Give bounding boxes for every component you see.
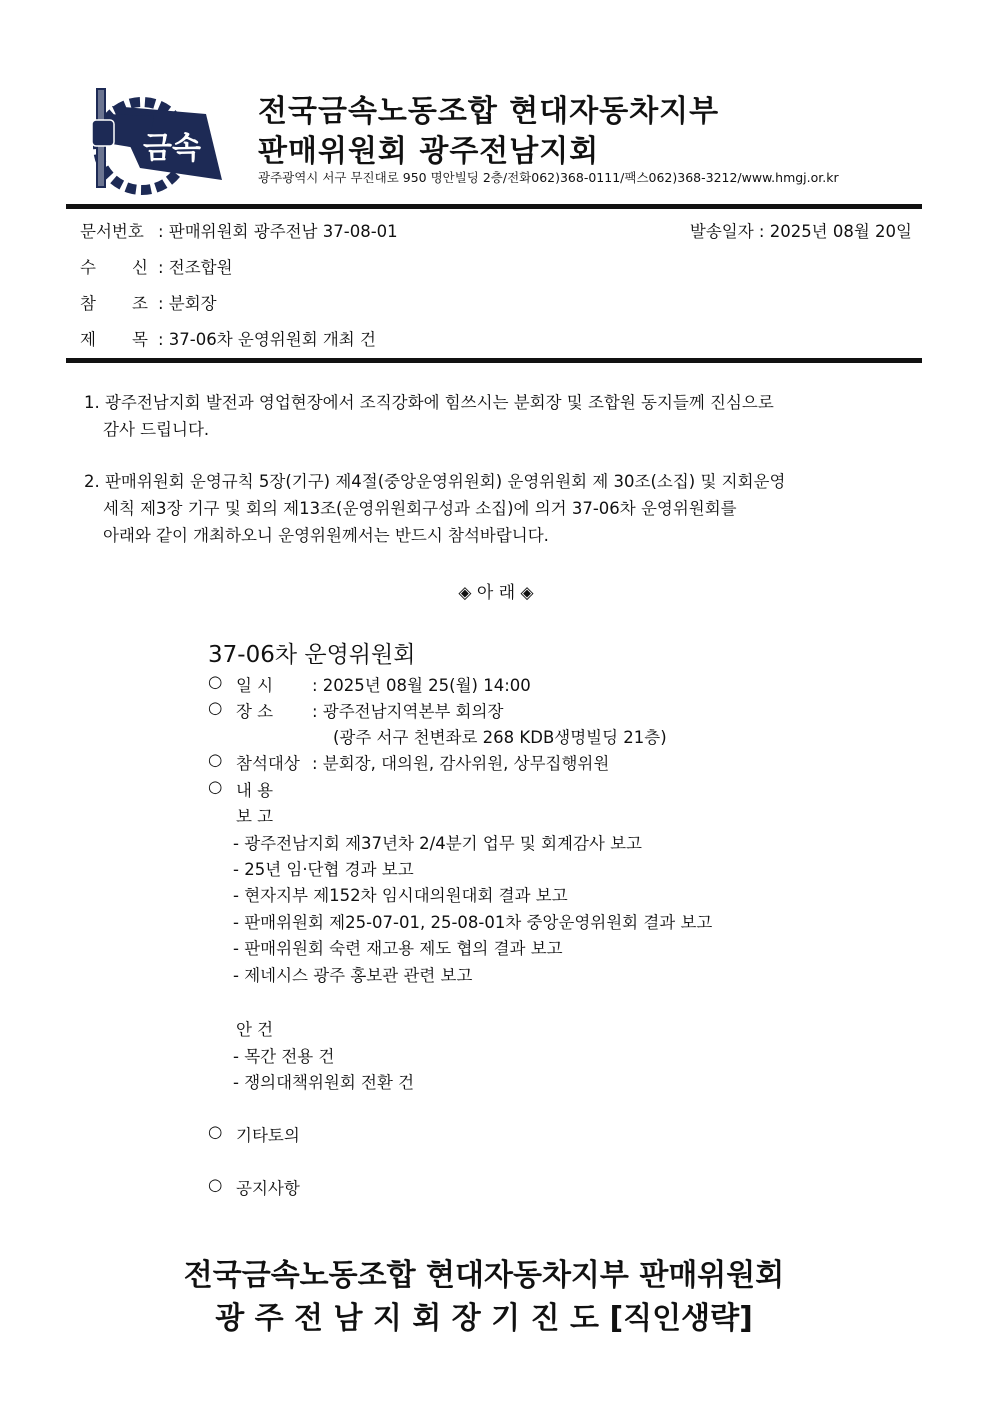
report-item: - 판매위원회 제25-07-01, 25-08-01차 중앙운영위원회 결과 보고 (233, 913, 713, 932)
bullet: ○ (208, 777, 223, 796)
bullet: ○ (208, 1175, 223, 1194)
attendees-value: : 분회장, 대의원, 감사위원, 상무집행위원 (312, 754, 610, 773)
bullet: ○ (208, 698, 223, 717)
reference: : 분회장 (158, 294, 217, 313)
notice-heading: ◈ 아 래 ◈ (458, 583, 534, 603)
org-name-line2: 판매위원회 광주전남지회 (258, 134, 600, 169)
report-heading: 보 고 (236, 807, 274, 826)
header-divider (66, 204, 922, 209)
recipient: : 전조합원 (158, 258, 233, 277)
report-item: - 25년 임·단협 경과 보고 (233, 860, 414, 879)
date-label: 일 시 (236, 676, 274, 695)
place-value: : 광주전남지역본부 회의장 (312, 702, 504, 721)
attendees-label: 참석대상 (236, 754, 300, 773)
org-address: 광주광역시 서구 무진대로 950 명안빌딩 2층/전화062)368-0111/팩스062)368-3212/www.hmgj.or.kr (258, 170, 839, 185)
closing-signatory: 광 주 전 남 지 회 장 기 진 도 [직인생략] (215, 1301, 753, 1336)
subject: : 37-06차 운영위원회 개최 건 (158, 330, 376, 349)
subject-label-1: 제 (80, 330, 96, 349)
paragraph-2-line-2: 세칙 제3장 기구 및 회의 제13조(운영위원회구성과 소집)에 의거 37-06차 운영위원회를 (103, 499, 737, 518)
doc-number: : 판매위원회 광주전남 37-08-01 (158, 222, 398, 241)
other-discussion: 기타토의 (236, 1126, 300, 1145)
report-item: - 제네시스 광주 홍보관 관련 보고 (233, 966, 473, 985)
place-label: 장 소 (236, 702, 274, 721)
agenda-heading: 안 건 (236, 1020, 274, 1039)
send-date: 발송일자 : 2025년 08월 20일 (689, 222, 912, 241)
report-item: - 판매위원회 숙련 재고용 제도 협의 결과 보고 (233, 939, 563, 958)
content-label: 내 용 (236, 781, 274, 800)
closing-org: 전국금속노동조합 현대자동차지부 판매위원회 (183, 1258, 785, 1293)
meeting-title: 37-06차 운영위원회 (208, 642, 416, 668)
paragraph-2-line-3: 아래와 같이 개최하오니 운영위원께서는 반드시 참석바랍니다. (103, 526, 549, 545)
announcements: 공지사항 (236, 1179, 300, 1198)
doc-number-label: 문서번호 (80, 222, 144, 241)
paragraph-1-line-1: 1. 광주전남지회 발전과 영업현장에서 조직강화에 힘쓰시는 분회장 및 조합원 동지들께 진심으로 (84, 393, 774, 412)
subject-label-2: 목 (132, 330, 148, 349)
union-logo (84, 84, 224, 196)
paragraph-1-line-2: 감사 드립니다. (103, 420, 210, 439)
reference-label-1: 참 (80, 294, 96, 313)
org-name-line1: 전국금속노동조합 현대자동차지부 (258, 94, 720, 129)
bullet: ○ (208, 750, 223, 769)
date-value: : 2025년 08월 25(월) 14:00 (312, 676, 531, 695)
reference-label-2: 조 (132, 294, 148, 313)
bullet: ○ (208, 672, 223, 691)
place-detail: (광주 서구 천변좌로 268 KDB생명빌딩 21층) (333, 728, 667, 747)
recipient-label-2: 신 (132, 258, 148, 277)
report-item: - 광주전남지회 제37년차 2/4분기 업무 및 회계감사 보고 (233, 834, 642, 853)
recipient-label-1: 수 (80, 258, 96, 277)
agenda-item: - 쟁의대책위원회 전환 건 (233, 1073, 415, 1092)
agenda-item: - 목간 전용 건 (233, 1047, 335, 1066)
report-item: - 현자지부 제152차 임시대의원대회 결과 보고 (233, 886, 568, 905)
paragraph-2-line-1: 2. 판매위원회 운영규칙 5장(기구) 제4절(중앙운영위원회) 운영위원회 제 30조(소집) 및 지회운영 (84, 472, 786, 491)
bullet: ○ (208, 1122, 223, 1141)
logo-text: 금속 (143, 131, 201, 166)
meta-divider (66, 358, 922, 363)
